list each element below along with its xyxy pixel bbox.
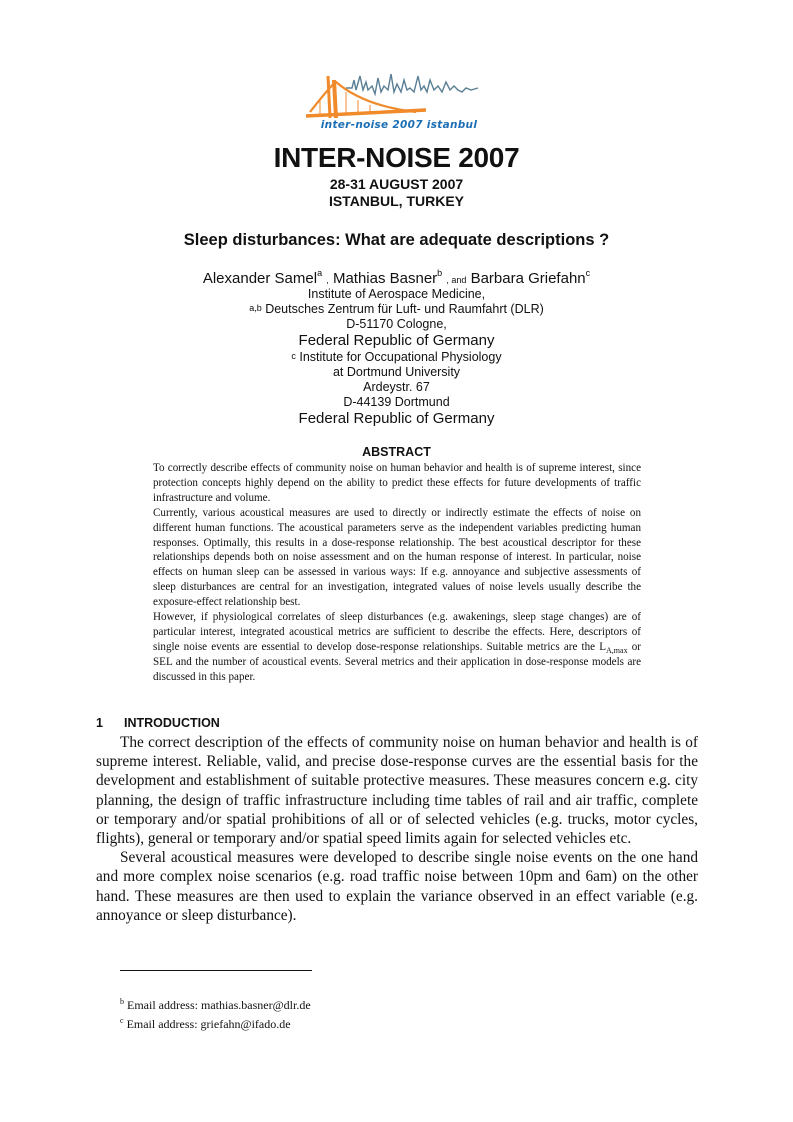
introduction-body [96,733,698,925]
affiliation-line: D-51170 Cologne, [346,317,447,331]
affiliation-line: Institute of Aerospace Medicine, [307,287,486,301]
affiliation-country: Federal Republic of Germany [298,410,495,427]
section-number: 1 [96,716,103,730]
footnote: $^c$ Email address: griefahn@ifado.de [120,1016,291,1031]
abstract-paragraph: However, if physiological correlates of sleep disturbances (e.g. awakenings, sleep stage changes) are of particular interest, integrated acoustical metrics are sufficient to describe the effects. Here, descriptors of single noise events are essential to develop dose-response relationships. Suitable metrics are the $L_{A,max}$ or SEL and the number of acoustical events. Several metrics and their application in dose-response models are discussed in this paper. [153,611,641,683]
conference-date: 28-31 AUGUST 2007 [329,176,464,192]
affiliation-line: $^c$ Institute for Occupational Physiology [291,350,502,364]
abstract-paragraph: Currently, various acoustical measures are used to directly or indirectly estimate the effects of noise on different human functions. The acoustical parameters serve as the independent variables predicting human responses. Optimally, this results in a dose-response relationship. The best acoustical descriptor for these relationships depends both on noise assessment and on the human response of interest. In particular, noise effects on human sleep can be assessed in various ways: If e.g. annoyance and subjective assessments of sleep disturbances are central for an investigation, integrated values of noise levels usually describe the exposure-effect relationship best. [153,506,641,609]
logo-caption: inter-noise 2007 istanbul [320,119,478,131]
conference-title: INTER-NOISE 2007 [273,142,520,173]
affiliation-line: D-44139 Dortmund [343,395,450,409]
author-name: Alexander Samel [202,270,318,287]
body-paragraph: Several acoustical measures were developed to describe single noise events on the one hand and more complex noise scenarios (e.g. road traffic noise between 10pm and 6am) on the other hand. These measures are then used to explain the variance observed in an effect variable (e.g. annoyance or sleep disturbance). [96,849,698,924]
footnotes [120,994,311,1032]
footnote-divider [120,970,312,971]
author-line: Alexander Samel$^a$ , Mathias Basner$^b$ , and Barbara Griefahn$^c$ [202,268,591,287]
affiliation-line: Ardeystr. 67 [363,380,430,394]
author-name: Mathias Basner [332,270,438,287]
conference-location: ISTANBUL, TURKEY [328,193,465,209]
body-paragraph: The correct description of the effects of community noise on human behavior and health is of supreme interest. Reliable, valid, and precise dose-response curves are the essential basis for the development and establishment of suitable protective measures. These measures concern e.g. city planning, the design of traffic infrastructure including time tables of rail and air traffic, complete or temporary and/or spatial prohibitions of all or of selected vehicles (e.g. trucks, motor cycles, flights), general or temporary and/or spatial speed limits again for selected vehicles etc. [96,734,698,848]
section-title: INTRODUCTION [124,716,220,730]
abstract-heading: ABSTRACT [362,445,431,459]
paper-title: Sleep disturbances: What are adequate descriptions ? [183,231,610,249]
waveform-icon [346,74,478,94]
footnote: $^b$ Email address: mathias.basner@dlr.de [120,997,311,1012]
abstract-body [153,461,641,685]
affiliation-line: $^{a,b}$ Deutsches Zentrum für Luft- und Raumfahrt (DLR) [249,302,544,316]
author-block [0,269,793,428]
affiliation-line: at Dortmund University [332,365,461,379]
section-heading [96,716,220,730]
affiliation-country: Federal Republic of Germany [298,332,495,349]
author-name: Barbara Griefahn [470,270,586,287]
abstract-paragraph: To correctly describe effects of community noise on human behavior and health is of supreme interest, since protection concepts highly depend on the ability to predict these effects for future developments of traffic infrastructure and volume. [153,462,641,504]
